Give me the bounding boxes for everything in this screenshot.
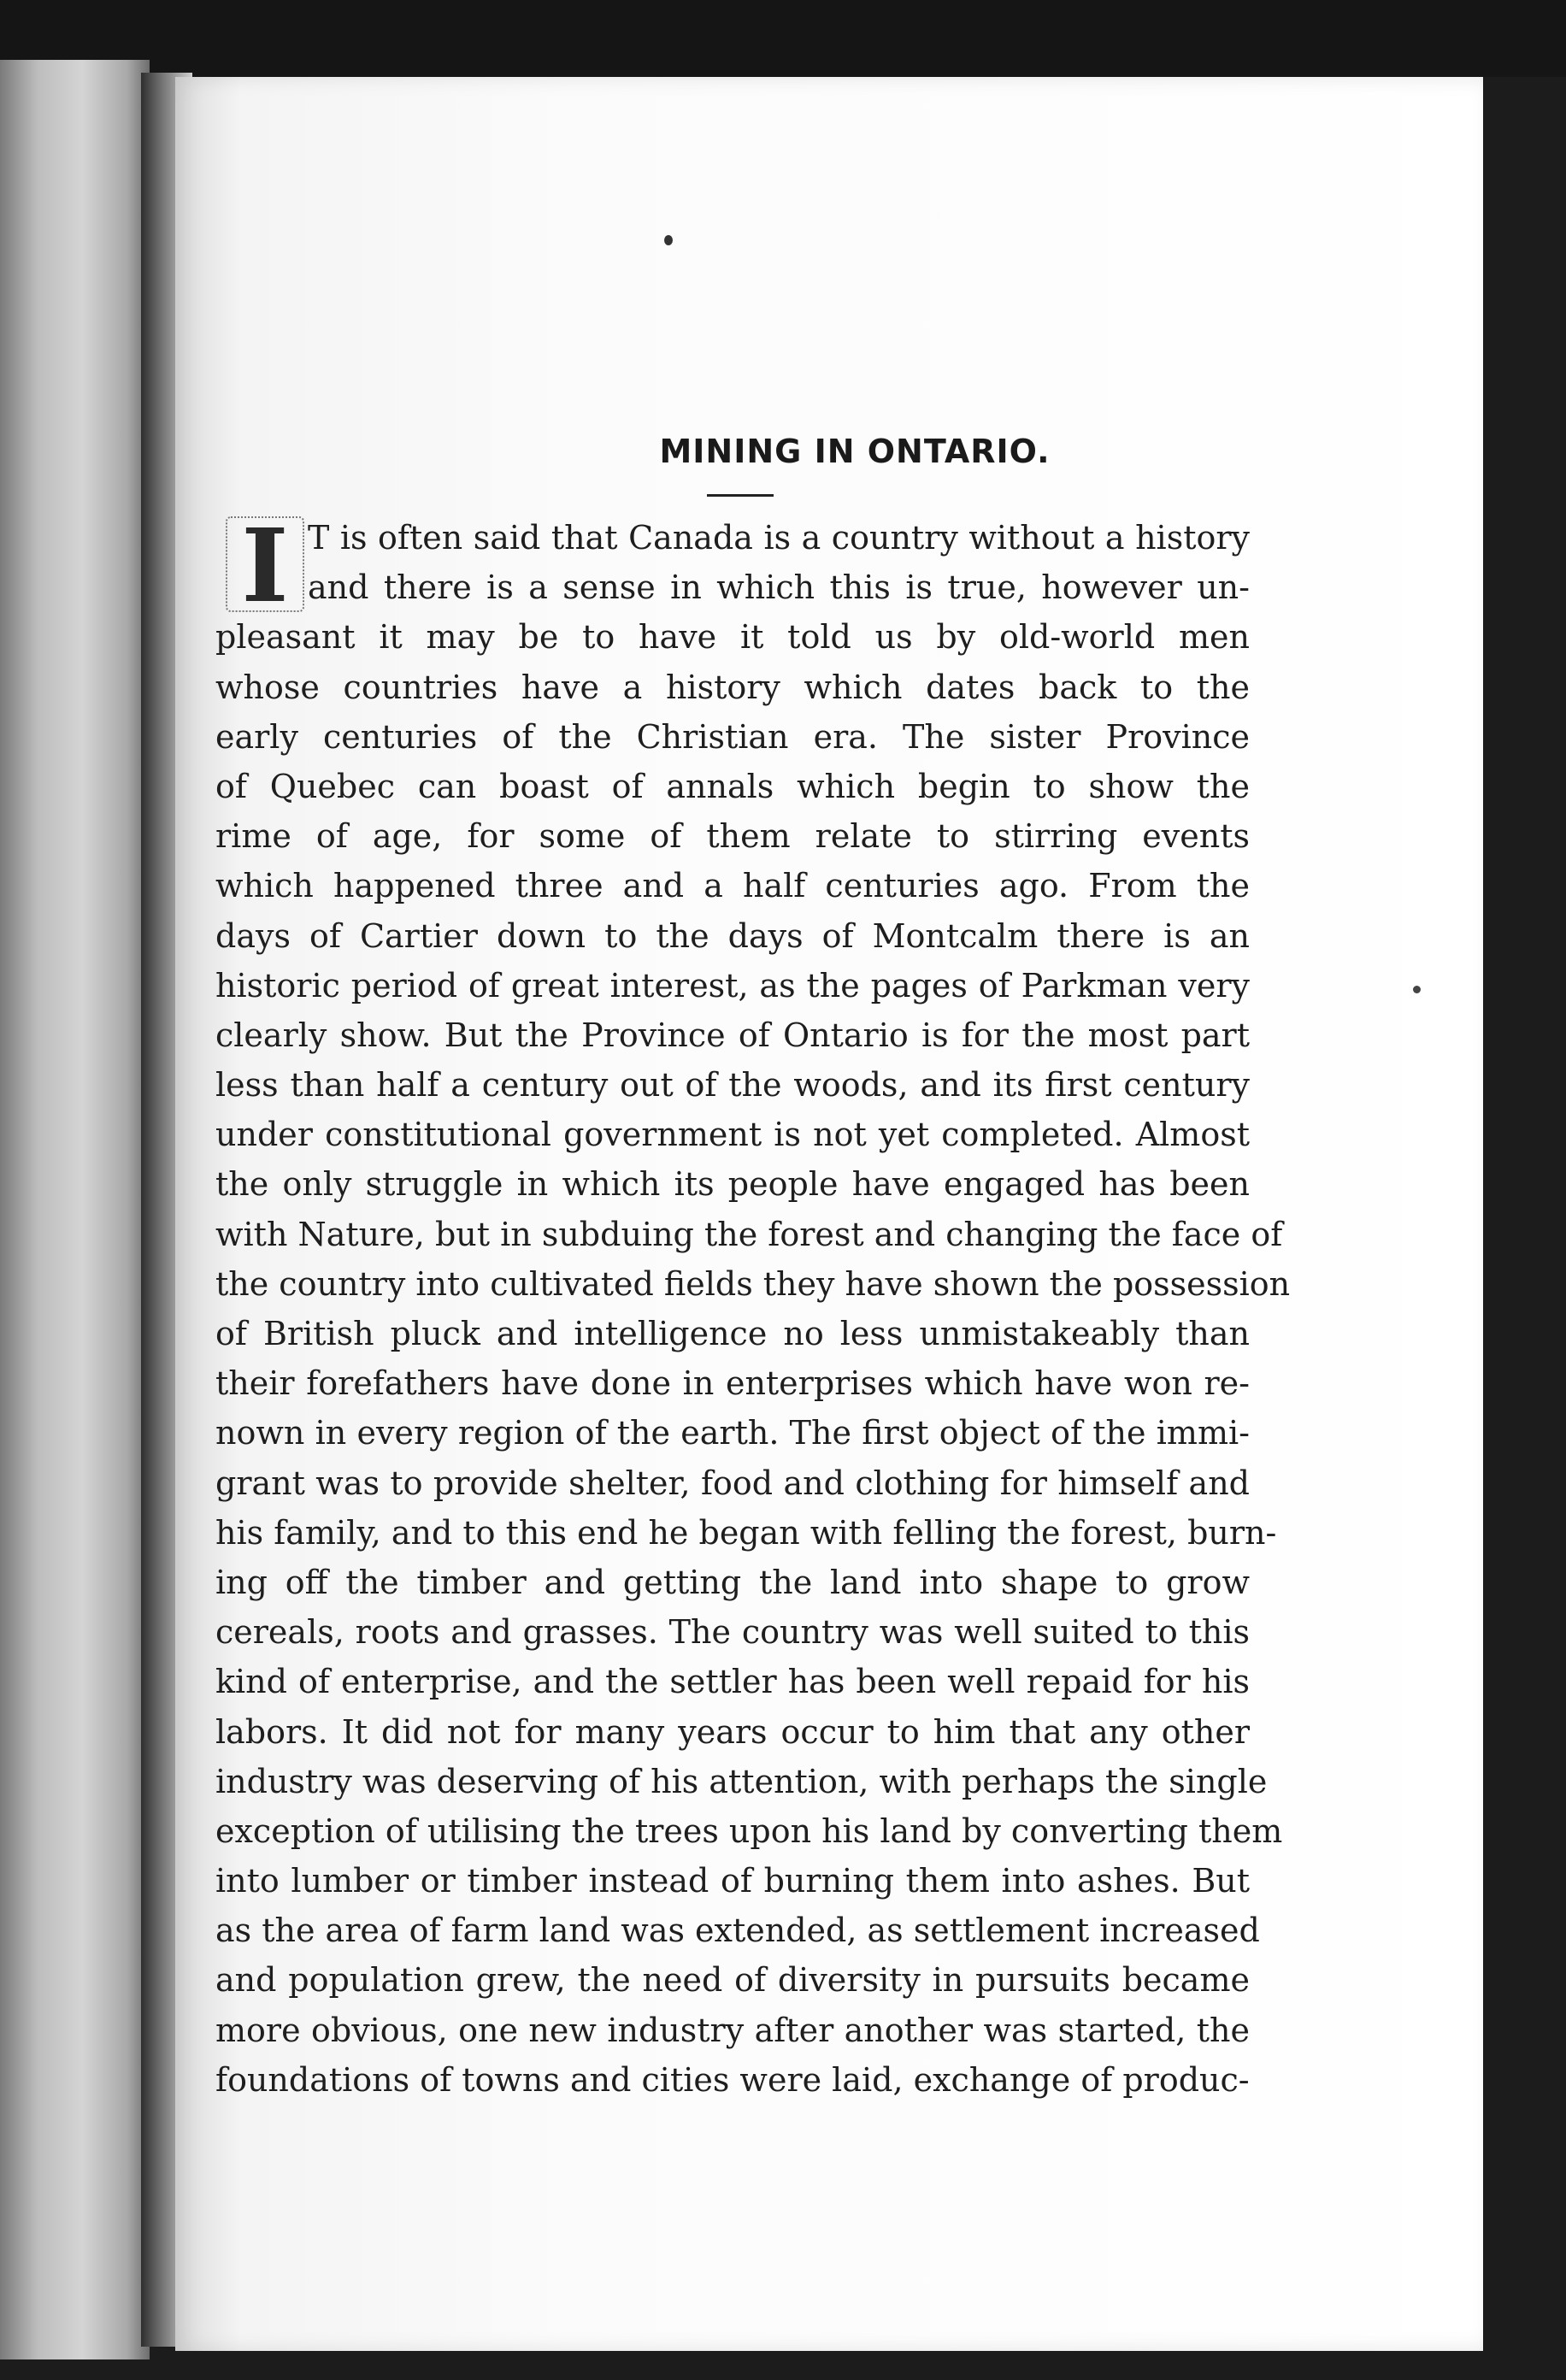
scanner-top-band <box>0 0 1566 77</box>
text-line: rime of age, for some of them relate to stirring events <box>215 817 1250 856</box>
text-line: pleasant it may be to have it told us by old-world men <box>215 618 1250 657</box>
page-speck <box>664 235 673 245</box>
text-line: less than half a century out of the woods, and its first century <box>215 1066 1250 1105</box>
text-line: whose countries have a history which dates back to the <box>215 668 1250 706</box>
text-line: his family, and to this end he began with felling the forest, burn- <box>215 1513 1277 1552</box>
text-line: days of Cartier down to the days of Montcalm there is an <box>215 916 1250 955</box>
text-line: and population grew, the need of diversity in pursuits became <box>215 1961 1250 2000</box>
text-line: T is often said that Canada is a country without a history <box>308 519 1250 557</box>
text-line: labors. It did not for many years occur to him that any other <box>215 1712 1250 1751</box>
left-page-edge <box>0 60 150 2359</box>
text-line: exception of utilising the trees upon his land by converting them <box>215 1812 1283 1850</box>
margin-speck <box>1413 986 1421 993</box>
text-line: early centuries of the Christian era. The sister Province <box>215 717 1250 756</box>
text-line: more obvious, one new industry after another was started, the <box>215 2011 1250 2049</box>
text-line: grant was to provide shelter, food and clothing for himself and <box>215 1464 1250 1502</box>
text-line: with Nature, but in subduing the forest and changing the face of <box>215 1215 1283 1253</box>
text-line: under constitutional government is not yet completed. Almost <box>215 1116 1250 1154</box>
text-line: foundations of towns and cities were laid, exchange of produc- <box>215 2060 1250 2099</box>
title-rule <box>707 494 774 497</box>
text-line: nown in every region of the earth. The first object of the immi- <box>215 1414 1250 1452</box>
text-line: historic period of great interest, as the pages of Parkman very <box>215 966 1250 1004</box>
text-line: into lumber or timber instead of burning them into ashes. But <box>215 1862 1250 1900</box>
text-line: which happened three and a half centuries ago. From the <box>215 867 1250 905</box>
book-page <box>175 77 1483 2351</box>
chapter-title: MINING IN ONTARIO. <box>659 433 1051 470</box>
text-line: clearly show. But the Province of Ontario is for the most part <box>215 1016 1250 1054</box>
text-line: cereals, roots and grasses. The country was well suited to this <box>215 1613 1250 1652</box>
text-line: the country into cultivated fields they have shown the possession <box>215 1264 1291 1303</box>
drop-cap-initial: I <box>226 516 304 612</box>
body-text <box>215 506 1291 2105</box>
text-line: industry was deserving of his attention, with perhaps the single <box>215 1762 1268 1800</box>
text-line: the only struggle in which its people have engaged has been <box>215 1165 1250 1204</box>
text-line: of Quebec can boast of annals which begin to show the <box>215 767 1250 805</box>
text-line: kind of enterprise, and the settler has been well repaid for his <box>215 1663 1250 1701</box>
text-line: their forefathers have done in enterprises which have won re- <box>215 1364 1250 1403</box>
text-line: and there is a sense in which this is true, however un- <box>308 568 1250 607</box>
text-line: ing off the timber and getting the land into shape to grow <box>215 1563 1250 1601</box>
text-line: as the area of farm land was extended, as settlement increased <box>215 1912 1260 1950</box>
text-line: of British pluck and intelligence no less unmistakeably than <box>215 1315 1250 1352</box>
